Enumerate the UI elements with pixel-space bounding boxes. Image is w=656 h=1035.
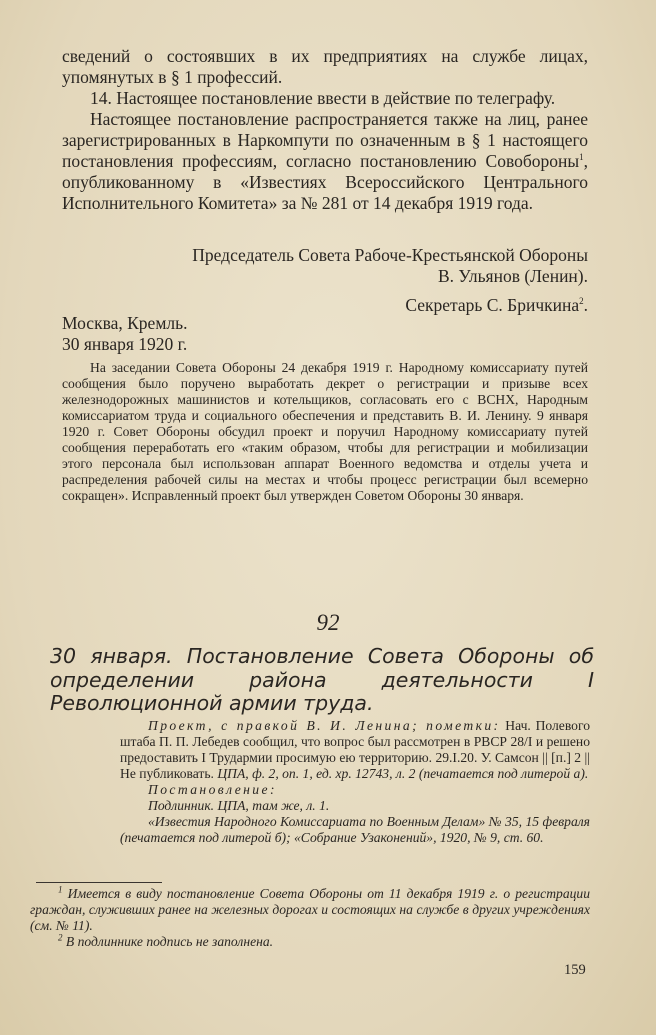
chair-title: Председатель Совета Рабоче-Крестьянской Обороны: [192, 245, 588, 265]
footnotes: [30, 886, 590, 950]
footnote-rule: [36, 882, 162, 883]
note-text: На заседании Совета Обороны 24 декабря 1919 г. Народному комиссариату путей сообщения было поручено выработать декрет о регистрации и призыве всех железнодорожных машинистов и котельщиков, согласовать его с ВСНХ, Народным комиссариатом труда и социального обеспечения и представить В. И. Ленину. 9 января 1920 г. Совет Обороны обсудил проект и поручил Народному комиссариату путей сообщения переработать его «таким образом, чтобы для регистрации и мобилизации этого персонала был использован аппарат Военного ведомства и отделы учета и распределения рабочей силы на местах и чтобы процесс регистрации был всемерно сокращен». Исправленный проект был утвержден Советом Обороны 30 января.: [62, 360, 588, 503]
publications-note: «Известия Народного Комиссариата по Военным Делам» № 35, 15 февраля (печатается под литерой б); «Собрание Узаконений», 1920, № 9, ст. 60.: [120, 814, 590, 845]
place-date-line: 30 января 1920 г.: [62, 334, 188, 354]
document-number: 92: [316, 610, 340, 635]
archive-notes: [120, 718, 590, 846]
proekt-note: Проект, с правкой В. И. Ленина; пометки: Нач. Полевого штаба П. П. Лебедев сообщил, что вопрос был рассмотрен в РВСР 28/I и решено предоставить I Трудармии просимую ею территорию. 29.I.20. У. Самсон || [п.] 2 || Не публиковать. ЦПА, ф. 2, оп. 1, ед. хр. 12743, л. 2 (печатается под литерой а).: [120, 718, 590, 781]
paragraph-scope: Настоящее постановление распространяется также на лиц, ранее зарегистрированных в Наркомпути по означенным в § 1 настоящего постановления профессиям, согласно постановлению Совобороны$^1$, опубликованному в «Известиях Всероссийского Центрального Исполнительного Комитета» за № 281 от 14 декабря 1919 года.: [62, 109, 588, 213]
footnote-1: $^1$ Имеется в виду постановление Совета Обороны от 11 декабря 1919 г. о регистрации граждан, служивших ранее на железных дорогах и состоящих на службе в других учреждениях (см. № 11).: [30, 884, 591, 933]
document-heading: 30 января. Постановление Совета Обороны об определении района деятельности I Революционной армии труда.: [50, 644, 594, 715]
page-number: 159: [564, 962, 586, 978]
footnote-ref-1: 1: [579, 152, 584, 163]
editorial-note: [62, 360, 588, 504]
footnote-2: $^2$ В подлиннике подпись не заполнена.: [58, 932, 274, 949]
signatures: [62, 245, 588, 316]
podlinnik-note: Подлинник. ЦПА, там же, л. 1.: [148, 798, 330, 813]
postanovlenie-label: Постановление:: [148, 782, 277, 797]
chair-name: В. Ульянов (Ленин).: [438, 266, 588, 286]
place-city: Москва, Кремль.: [62, 313, 188, 333]
footnote-ref-2: 2: [579, 296, 584, 307]
main-text-top: [62, 46, 588, 214]
paragraph-continuation: сведений о состоявших в их предприятиях на службе лицах, упомянутых в § 1 профессий.: [62, 46, 588, 87]
paragraph-14: 14. Настоящее постановление ввести в действие по телеграфу.: [90, 88, 556, 108]
secretary-line: Секретарь С. Бричкина$^2$.: [405, 295, 588, 315]
place-date: [62, 313, 588, 355]
